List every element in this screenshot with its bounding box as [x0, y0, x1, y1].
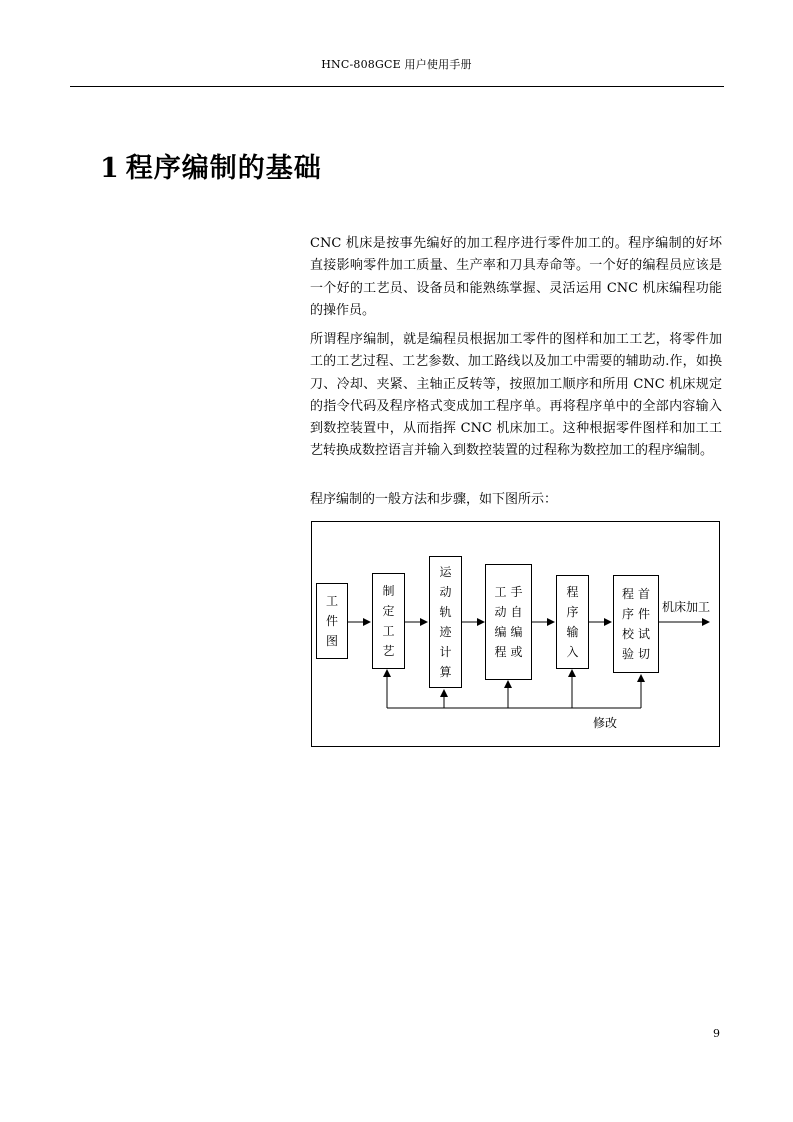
flow-step-programming-col-left: 工动编程 — [494, 585, 507, 659]
page-number: 9 — [713, 1027, 720, 1040]
chapter-number: 1 — [100, 153, 120, 184]
flow-step-process-planning: 制定工艺 — [372, 573, 405, 669]
flow-feedback-label: 修改 — [593, 716, 618, 730]
flow-step-workpiece-drawing: 工件图 — [316, 583, 348, 659]
flow-step-verification — [613, 575, 659, 673]
flow-step-programming-col-right: 手自编或 — [510, 585, 523, 659]
flow-step-programming — [485, 564, 532, 680]
flow-step-verification-col-left: 程序校验 — [621, 587, 634, 661]
paragraph-diagram-lead: 程序编制的一般方法和步骤，如下图所示： — [310, 492, 558, 507]
flow-step-program-input: 程序输入 — [556, 575, 589, 669]
chapter-title-text: 程序编制的基础 — [125, 153, 322, 184]
flow-step-trajectory-calc: 运动轨迹计算 — [429, 556, 462, 688]
paragraph-intro: CNC 机床是按事先编好的加工程序进行零件加工的。程序编制的好坏直接影响零件加工质量、生产率和刀具寿命等。一个好的编程员应该是一个好的工艺员、设备员和能熟练掌握、灵活运用 CNC 机床编程功能的操作员。 — [310, 236, 722, 318]
running-header: HNC-808GCE 用户使用手册 — [321, 58, 472, 71]
flow-output-label: 机床加工 — [662, 600, 711, 614]
header-divider — [70, 86, 724, 87]
paragraph-definition: 所谓程序编制，就是编程员根据加工零件的图样和加工工艺，将零件加工的工艺过程、工艺参数、加工路线以及加工中需要的辅助动.作，如换刀、冷却、夹紧、主轴正反转等，按照加工顺序和所用 CNC 机床规定的指令代码及程序格式变成加工程序单。再将程序单中的全部内容输入到数控装置中，从而指挥 CNC 机床加工。这种根据零件图样和加工工艺转换成数控语言并输入到数控装置的过程称为数控加工的程序编制。 — [310, 332, 722, 459]
chapter-title — [100, 146, 322, 185]
flow-step-verification-col-right: 首件试切 — [637, 587, 650, 661]
